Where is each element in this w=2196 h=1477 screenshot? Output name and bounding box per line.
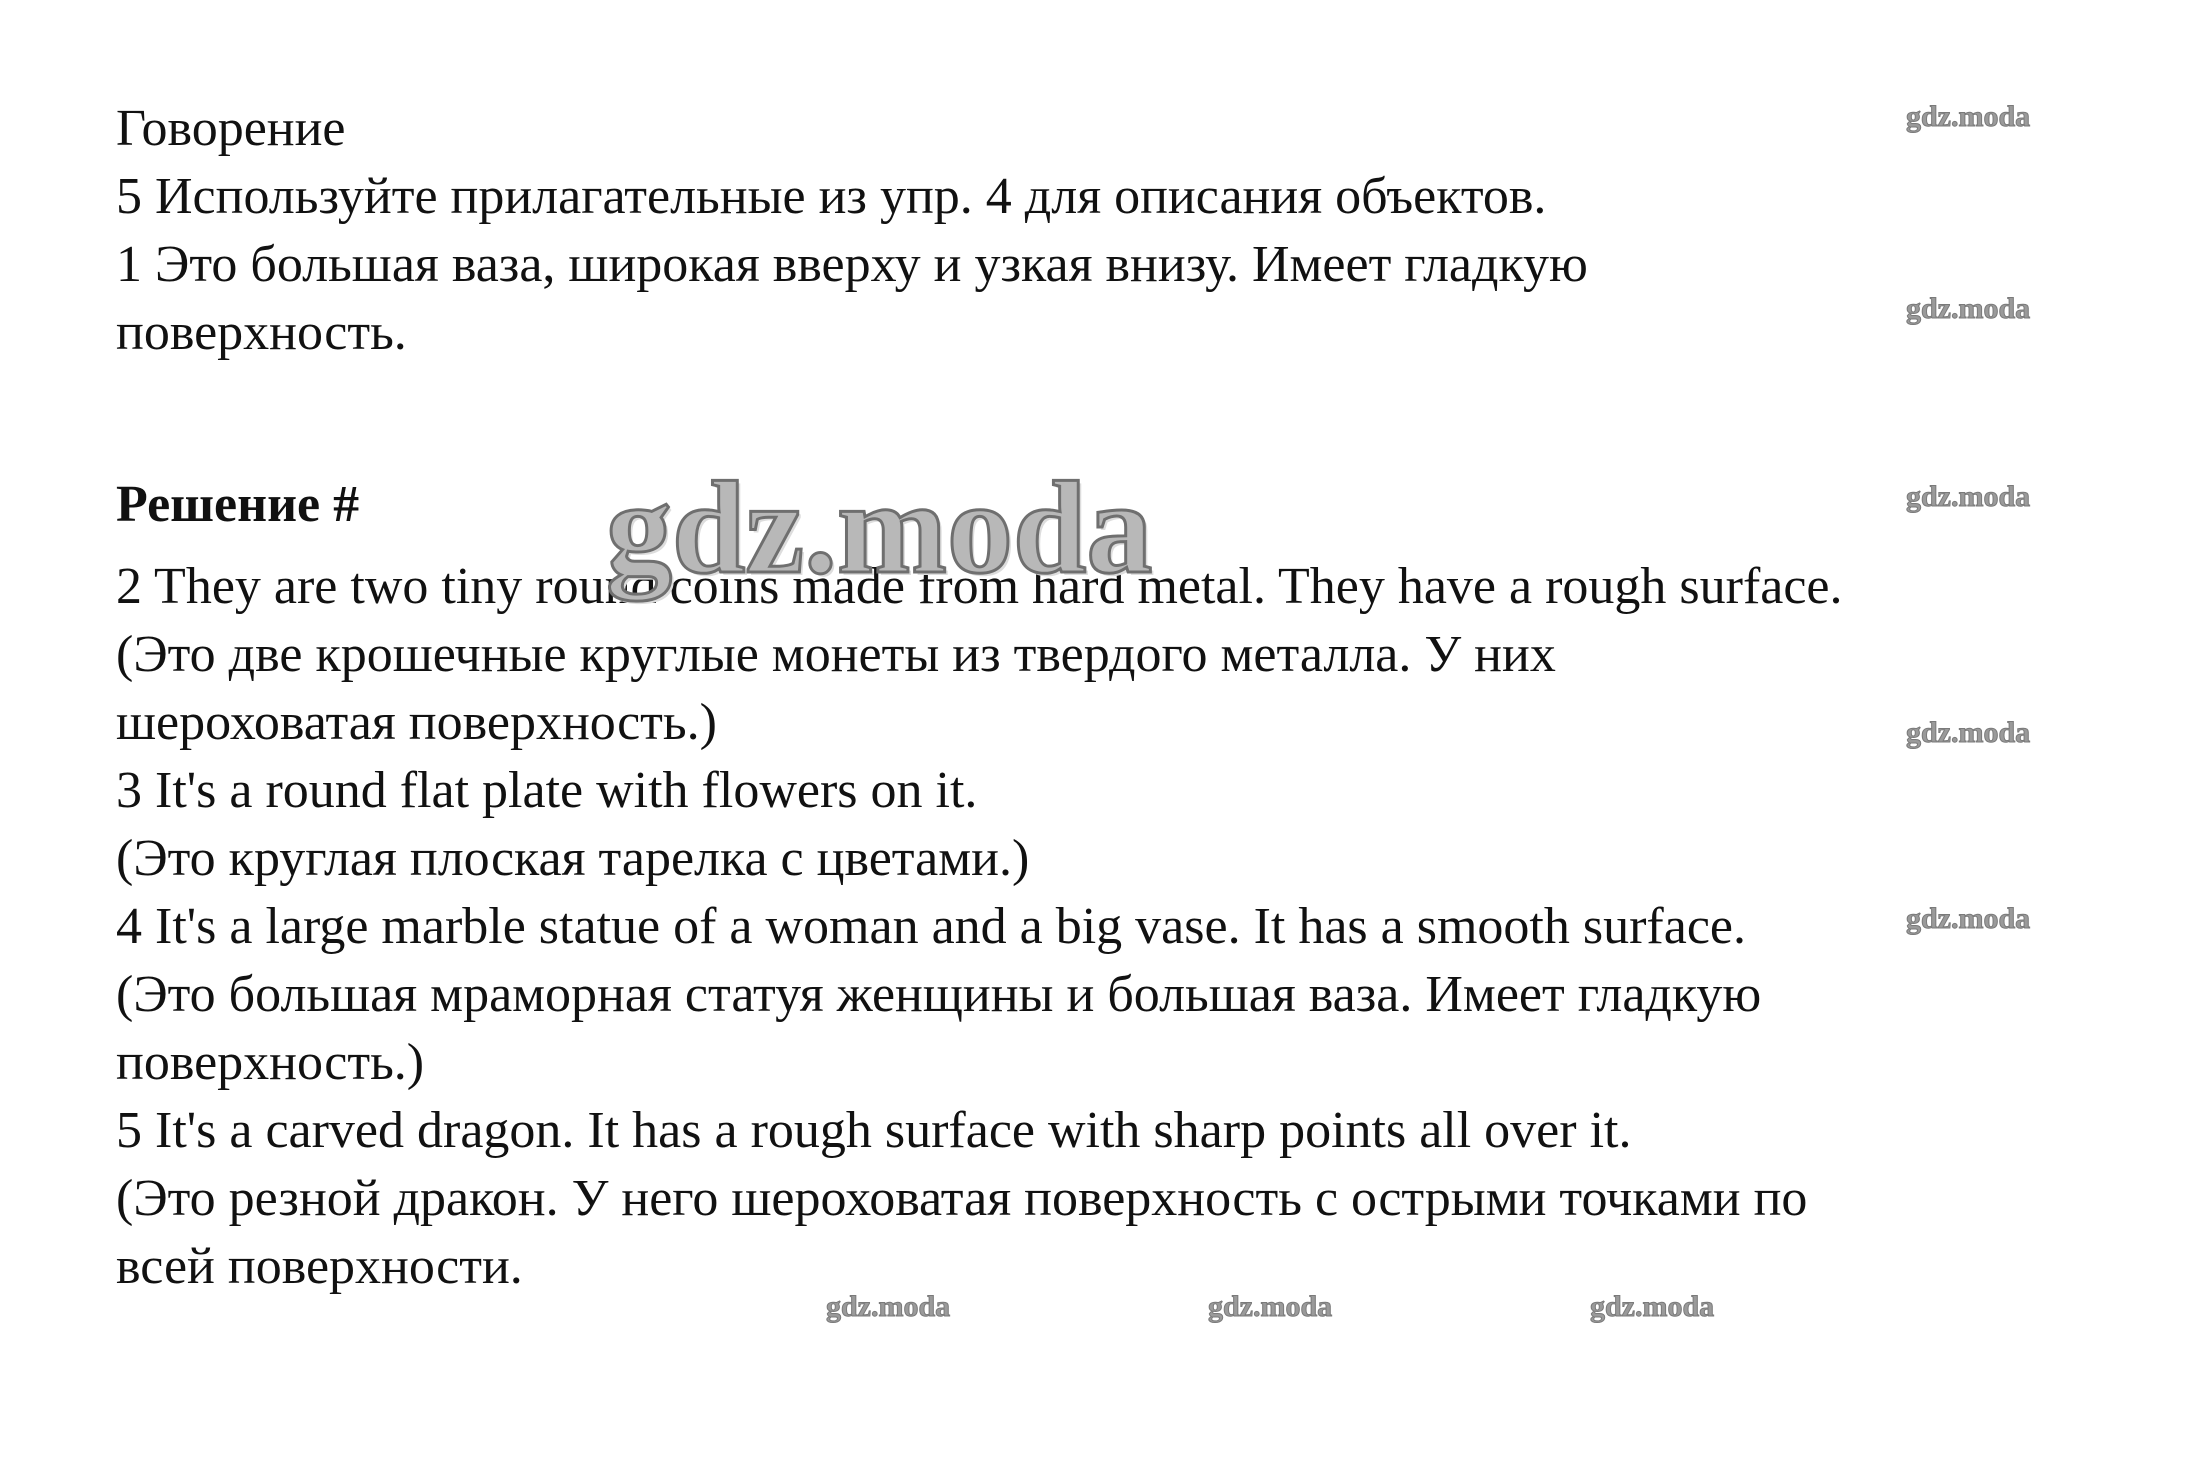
watermark-small: gdz.moda	[1208, 1290, 1333, 1323]
answer-4-english: 4 It's a large marble statue of a woman and a big vase. It has a smooth surface.	[116, 898, 1746, 955]
example-answer-line-2: поверхность.	[116, 304, 407, 361]
document-text	[116, 95, 2086, 1301]
watermark-small: gdz.moda	[1906, 902, 2031, 935]
answer-4-russian-line-1: (Это большая мраморная статуя женщины и большая ваза. Имеет гладкую	[116, 966, 1762, 1023]
answer-5-english: 5 It's a carved dragon. It has a rough surface with sharp points all over it.	[116, 1102, 1632, 1159]
answer-2-russian-line-1: (Это две крошечные круглые монеты из твердого металла. У них	[116, 626, 1556, 683]
example-answer-line-1: 1 Это большая ваза, широкая вверху и узкая внизу. Имеет гладкую	[116, 236, 1588, 293]
watermark-small: gdz.moda	[1906, 100, 2031, 133]
answer-3-english: 3 It's a round flat plate with flowers on it.	[116, 762, 978, 819]
answer-4-russian-line-2: поверхность.)	[116, 1034, 425, 1091]
solution-heading: Решение #	[116, 476, 360, 533]
watermark-small: gdz.moda	[826, 1290, 951, 1323]
watermark-large: gdz.moda	[606, 454, 1153, 601]
section-title: Говорение	[116, 100, 346, 157]
watermark-small: gdz.moda	[1590, 1290, 1715, 1323]
watermark-small: gdz.moda	[1906, 480, 2031, 513]
watermark-small: gdz.moda	[1906, 292, 2031, 325]
answer-3-russian: (Это круглая плоская тарелка с цветами.)	[116, 830, 1030, 887]
answer-2-english: 2 They are two tiny round coins made from hard metal. They have a rough surface.	[116, 558, 1843, 615]
watermark-small: gdz.moda	[1906, 716, 2031, 749]
answer-5-russian-line-2: всей поверхности.	[116, 1238, 523, 1295]
answer-5-russian-line-1: (Это резной дракон. У него шероховатая поверхность с острыми точками по	[116, 1170, 1808, 1227]
exercise-instruction: 5 Используйте прилагательные из упр. 4 для описания объектов.	[116, 168, 1547, 225]
answer-2-russian-line-2: шероховатая поверхность.)	[116, 694, 717, 751]
